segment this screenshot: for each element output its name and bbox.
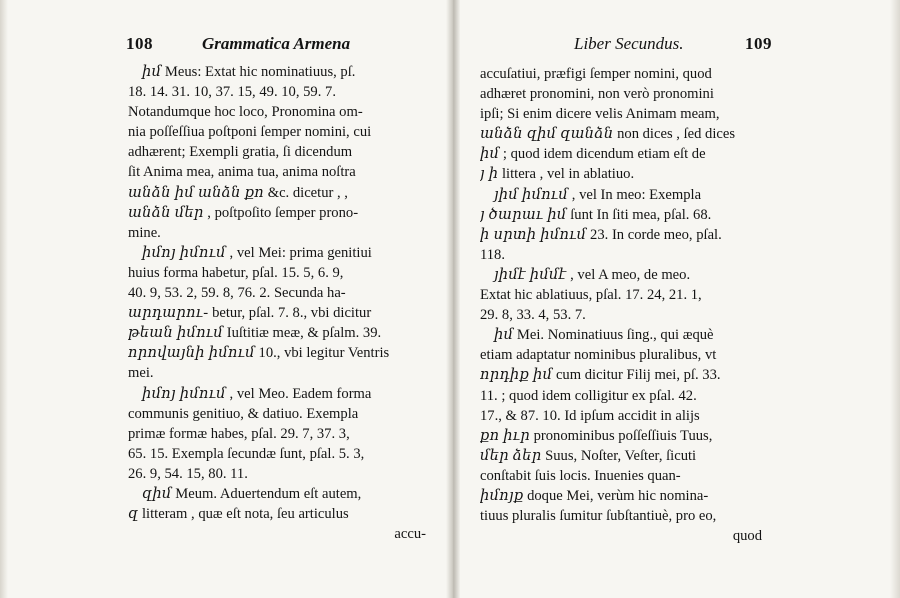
text-line bbox=[480, 406, 772, 426]
text-line bbox=[128, 183, 436, 203]
latin-text: 40. 9, 53. 2, 59. 8, 76. 2. Secunda ha- bbox=[128, 285, 346, 302]
latin-text: , vel Meo. Eadem forma bbox=[229, 385, 372, 402]
latin-text: mei. bbox=[128, 365, 154, 382]
text-line bbox=[128, 303, 436, 323]
latin-text: Suus, Noſter, Veſter, ſicuti bbox=[545, 447, 697, 464]
latin-text: Notandumque hoc loco, Pronomina om- bbox=[128, 104, 363, 121]
text-line bbox=[480, 245, 772, 265]
latin-text: adhæret pronomini, non verò pronomini bbox=[480, 86, 714, 103]
armenian-word: արդարու- bbox=[128, 305, 209, 322]
text-line bbox=[128, 363, 436, 383]
text-line bbox=[128, 223, 436, 243]
text-line bbox=[480, 104, 772, 124]
latin-text: , vel A meo, de meo. bbox=[570, 266, 691, 283]
text-line bbox=[128, 464, 436, 484]
text-line bbox=[480, 64, 772, 84]
latin-text: , poſtpoſito ſemper prono- bbox=[207, 204, 359, 221]
text-line bbox=[128, 82, 436, 102]
text-line bbox=[128, 424, 436, 444]
text-line bbox=[128, 504, 436, 524]
text-line bbox=[128, 343, 436, 363]
text-line bbox=[128, 524, 436, 544]
latin-text: Meum. Aduertendum eſt autem, bbox=[175, 485, 362, 502]
text-line bbox=[128, 203, 436, 223]
left-running-head: Grammatica Armena bbox=[202, 34, 351, 53]
armenian-word: իմ bbox=[480, 146, 500, 163]
latin-text: adhærent; Exempli gratia, ſi dicendum bbox=[128, 144, 353, 161]
right-page-body bbox=[480, 64, 772, 546]
latin-text: non dices , ſed dices bbox=[617, 126, 736, 143]
latin-text: ; quod idem dicendum etiam eſt de bbox=[502, 146, 706, 163]
text-line bbox=[480, 386, 772, 406]
left-page-number: 108 bbox=[126, 34, 153, 53]
armenian-word: որովայնի իմում bbox=[128, 345, 255, 362]
armenian-word: թեան իմում bbox=[128, 325, 224, 342]
right-page-header bbox=[452, 34, 900, 54]
text-line bbox=[128, 384, 436, 404]
armenian-word: յ ծարաւ իմ bbox=[480, 206, 567, 223]
text-line bbox=[480, 144, 772, 164]
right-running-head: Liber Secundus. bbox=[574, 34, 684, 53]
armenian-word: ի սրտի իմում bbox=[480, 226, 587, 243]
text-line bbox=[128, 263, 436, 283]
text-line bbox=[480, 84, 772, 104]
armenian-word: իմ bbox=[494, 327, 514, 344]
latin-text: 26. 9, 54. 15, 80. 11. bbox=[128, 465, 248, 482]
armenian-word: զիմ bbox=[142, 485, 172, 502]
latin-text: quod bbox=[732, 528, 762, 545]
latin-text: tiuus pluralis ſumitur ſubſtantiuè, pro eo, bbox=[480, 508, 717, 525]
latin-text: etiam adaptatur nominibus pluralibus, vt bbox=[480, 347, 717, 364]
text-line bbox=[480, 265, 772, 285]
text-line bbox=[480, 205, 772, 225]
armenian-word: յիմ իմում bbox=[494, 186, 569, 203]
latin-text: accu- bbox=[394, 526, 426, 543]
text-line bbox=[480, 285, 772, 305]
latin-text: Extat hic ablatiuus, pſal. 17. 24, 21. 1, bbox=[480, 287, 702, 304]
text-line bbox=[480, 486, 772, 506]
latin-text: pronominibus poſſeſſiuis Tuus, bbox=[533, 427, 713, 444]
text-line bbox=[128, 142, 436, 162]
left-page-header bbox=[126, 34, 386, 54]
armenian-word: իմոյք bbox=[480, 487, 524, 504]
armenian-word: իմոյ իմում bbox=[142, 385, 226, 402]
right-edge-shadow bbox=[890, 0, 900, 598]
text-line bbox=[128, 102, 436, 122]
text-line bbox=[480, 124, 772, 144]
latin-text: 29. 8, 33. 4, 53. 7. bbox=[480, 307, 586, 324]
text-line bbox=[480, 365, 772, 385]
latin-text: ſit Anima mea, anima tua, anima noſtra bbox=[128, 164, 356, 181]
latin-text: betur, pſal. 7. 8., vbi dicitur bbox=[212, 305, 372, 322]
text-line bbox=[128, 243, 436, 263]
text-line bbox=[480, 185, 772, 205]
armenian-word: իմոյ իմում bbox=[142, 244, 226, 261]
text-line bbox=[480, 325, 772, 345]
text-line bbox=[128, 122, 436, 142]
text-line bbox=[128, 444, 436, 464]
armenian-word: քո իւր bbox=[480, 427, 530, 444]
latin-text: 23. In corde meo, pſal. bbox=[590, 226, 722, 243]
text-line bbox=[128, 323, 436, 343]
latin-text: communis genitiuo, & datiuo. Exempla bbox=[128, 405, 359, 422]
text-line bbox=[480, 426, 772, 446]
latin-text: , vel In meo: Exempla bbox=[571, 186, 702, 203]
armenian-word: որդիք իմ bbox=[480, 367, 553, 384]
text-line bbox=[480, 506, 772, 526]
text-line bbox=[480, 164, 772, 184]
text-line bbox=[480, 225, 772, 245]
text-line bbox=[480, 526, 772, 546]
armenian-word: անձն զիմ զանձն bbox=[480, 126, 614, 143]
armenian-word: անձն մեր bbox=[128, 204, 204, 221]
latin-text: 118. bbox=[480, 246, 505, 263]
latin-text: ſunt In ſiti mea, pſal. 68. bbox=[570, 206, 712, 223]
text-line bbox=[480, 446, 772, 466]
latin-text: 65. 15. Exempla ſecundæ ſunt, pſal. 5. 3, bbox=[128, 445, 365, 462]
armenian-word: յիմէ իմմէ bbox=[494, 266, 567, 283]
armenian-word: յ ի bbox=[480, 166, 499, 183]
latin-text: 10., vbi legitur Ventris bbox=[258, 345, 390, 362]
latin-text: 11. ; quod idem colligitur ex pſal. 42. bbox=[480, 387, 697, 404]
right-page-number: 109 bbox=[745, 34, 772, 53]
armenian-word: զ bbox=[128, 506, 139, 523]
latin-text: 17., & 87. 10. Id ipſum accidit in alijs bbox=[480, 407, 700, 424]
latin-text: , vel Mei: prima genitiui bbox=[229, 244, 372, 261]
right-page bbox=[452, 0, 900, 598]
latin-text: primæ formæ habes, pſal. 29. 7, 37. 3, bbox=[128, 425, 350, 442]
text-line bbox=[128, 62, 436, 82]
armenian-word: անձն իմ անձն քո bbox=[128, 184, 265, 201]
latin-text: litteram , quæ eſt nota, ſeu articulus bbox=[142, 506, 349, 523]
latin-text: accuſatiui, præfigi ſemper nomini, quod bbox=[480, 66, 712, 82]
text-line bbox=[128, 404, 436, 424]
latin-text: Meus: Extat hic nominatiuus, pſ. bbox=[164, 64, 356, 80]
latin-text: conſtabit ſuis locis. Inuenies quan- bbox=[480, 467, 681, 484]
latin-text: 18. 14. 31. 10, 37. 15, 49. 10, 59. 7. bbox=[128, 84, 336, 101]
text-line bbox=[128, 484, 436, 504]
latin-text: &c. dicetur , , bbox=[267, 184, 348, 201]
latin-text: littera , vel in ablatiuo. bbox=[501, 166, 635, 183]
armenian-word: մեր ձեր bbox=[480, 447, 542, 464]
latin-text: ipſi; Si enim dicere velis Animam meam, bbox=[480, 106, 720, 123]
armenian-word: իմ bbox=[142, 64, 162, 80]
left-edge-shadow bbox=[0, 0, 8, 598]
text-line bbox=[128, 162, 436, 182]
latin-text: Mei. Nominatiuus ſing., qui æquè bbox=[516, 327, 714, 344]
latin-text: Iuſtitiæ meæ, & pſalm. 39. bbox=[226, 325, 382, 342]
latin-text: cum dicitur Filij mei, pſ. 33. bbox=[555, 367, 721, 384]
text-line bbox=[480, 345, 772, 365]
text-line bbox=[480, 305, 772, 325]
text-line bbox=[128, 283, 436, 303]
latin-text: mine. bbox=[128, 224, 161, 241]
left-page-body bbox=[128, 62, 436, 544]
latin-text: doque Mei, verùm hic nomina- bbox=[527, 487, 709, 504]
book-gutter bbox=[446, 0, 460, 598]
text-line bbox=[480, 466, 772, 486]
latin-text: huius forma habetur, pſal. 15. 5, 6. 9, bbox=[128, 264, 344, 281]
latin-text: nia poſſeſſiua poſtponi ſemper nomini, cui bbox=[128, 124, 372, 141]
